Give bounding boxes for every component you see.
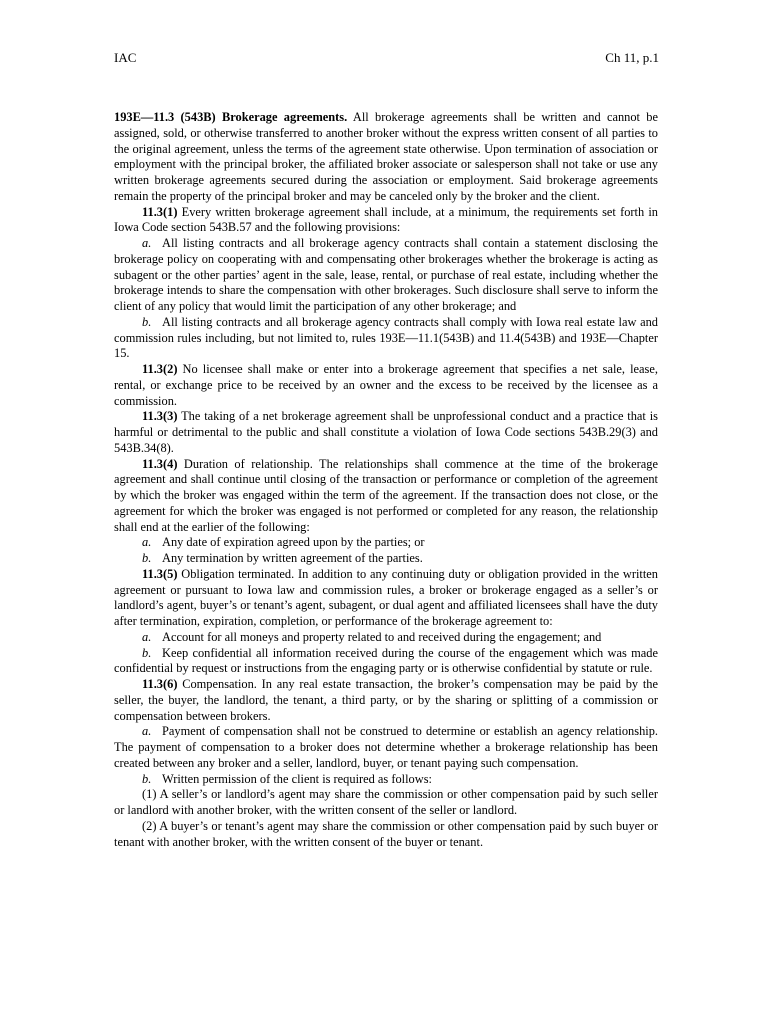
subrule-6-para-a [114, 724, 658, 771]
para-text: Payment of compensation shall not be construed to determine or establish an agency relationship. The payment of compensation to a broker does not determine whether a brokerage relationship has been created between any broker and a seller, landlord, buyer, or tenant paying such compensation. [114, 724, 658, 770]
rule-intro-paragraph [114, 110, 658, 205]
subrule-6 [114, 677, 658, 724]
subrule-1 [114, 205, 658, 237]
subrule-5-ref: 11.3(5) [142, 566, 178, 581]
subpara-label: (2) [142, 818, 157, 833]
para-label: b. [142, 314, 152, 329]
subrule-6-para-b [114, 772, 658, 788]
para-label: a. [142, 535, 152, 550]
subrule-6-text: Compensation. In any real estate transaction, the broker’s compensation may be paid by the seller, the buyer, the landlord, the tenant, a third party, or by the sharing or splitting of a commission or compensation between brokers. [114, 677, 658, 723]
para-label: b. [142, 771, 152, 786]
para-text: Account for all moneys and property related to and received during the engagement; and [162, 629, 602, 644]
subrule-1-para-b [114, 315, 658, 362]
subrule-1-text: Every written brokerage agreement shall include, at a minimum, the requirements set forth in Iowa Code section 543B.57 and the following provisions: [114, 204, 658, 235]
subrule-3-ref: 11.3(3) [142, 409, 178, 424]
para-text: Keep confidential all information received during the course of the engagement which was made confidential by request or instructions from the engaging party or is otherwise confidential by statute or rule. [114, 645, 658, 676]
para-label: b. [142, 645, 152, 660]
subrule-2-ref: 11.3(2) [142, 362, 178, 376]
subrule-1-ref: 11.3(1) [142, 204, 178, 219]
para-text: All listing contracts and all brokerage agency contracts shall comply with Iowa real estate law and commission rules including, but not limited to, rules 193E—11.1(543B) and 11.4(543B) and 193E—Chapter 15. [114, 314, 658, 361]
para-label: a. [142, 724, 152, 739]
para-text: All listing contracts and all brokerage agency contracts shall contain a statement disclosing the brokerage policy on cooperating with and compensating other brokerages whether the brokerage is acting as subagent or the other parties’ agent in the sale, lease, rental, or purchase of real estate, including whether the brokerage intends to share the compensation with other brokerages. Such disclosure shall serve to inform the client of any policy that would limit the participation of any other brokerage; and [114, 236, 658, 313]
subrule-5 [114, 567, 658, 630]
subrule-2-text: No licensee shall make or enter into a brokerage agreement that specifies a net sale, lease, rental, or exchange price to be received by an owner and the excess to be received by the licensee as a commission. [114, 362, 658, 408]
running-header-right: Ch 11, p.1 [605, 50, 659, 65]
subrule-4-ref: 11.3(4) [142, 456, 178, 471]
para-text: Any date of expiration agreed upon by the parties; or [162, 535, 425, 550]
rule-heading: 193E—11.3 (543B) Brokerage agreements. [114, 110, 348, 124]
subrule-3 [114, 409, 658, 456]
subrule-5-text: Obligation terminated. In addition to any continuing duty or obligation provided in the written agreement or pursuant to Iowa law and commission rules, a broker or brokerage engaged as a seller’s or landlord’s agent, buyer’s or tenant’s agent, subagent, or dual agent and affiliated licensees shall have the duty after termination, expiration, completion, or performance of the brokerage agreement to: [114, 566, 658, 628]
subrule-4-para-b [114, 551, 658, 567]
subrule-6-subpara-2 [114, 819, 658, 851]
para-label: a. [142, 236, 152, 250]
para-label: b. [142, 551, 152, 565]
subpara-text: A buyer’s or tenant’s agent may share the commission or other compensation paid by such buyer or tenant with another broker, with the written consent of the buyer or tenant. [114, 818, 658, 849]
rule-intro-text: All brokerage agreements shall be written and cannot be assigned, sold, or otherwise transferred to another broker without the express written consent of all parties to the original agreement, unless the terms of the agreement state otherwise. Upon termination of association or employment with the principal broker, the affiliated broker associate or salesperson shall not take or use any written brokerage agreements secured during the association or employment. Said brokerage agreements remain the property of the principal broker and may be canceled only by the broker and the client. [114, 110, 658, 203]
subrule-2 [114, 362, 658, 409]
para-label: a. [142, 629, 152, 644]
subrule-6-ref: 11.3(6) [142, 677, 178, 691]
subpara-label: (1) [142, 787, 157, 802]
para-text: Written permission of the client is required as follows: [162, 771, 432, 786]
subrule-4 [114, 457, 658, 536]
running-header-left: IAC [114, 50, 137, 65]
subrule-5-para-b [114, 646, 658, 678]
subrule-5-para-a [114, 630, 658, 646]
subrule-3-text: The taking of a net brokerage agreement shall be unprofessional conduct and a practice that is harmful or detrimental to the public and shall constitute a violation of Iowa Code sections 543B.29(3) and 543B.34(8). [114, 409, 659, 455]
subrule-4-para-a [114, 535, 658, 551]
subrule-1-para-a [114, 236, 658, 315]
rule-body [114, 110, 658, 850]
para-text: Any termination by written agreement of the parties. [162, 551, 423, 565]
subrule-6-subpara-1 [114, 787, 658, 819]
subpara-text: A seller’s or landlord’s agent may share the commission or other compensation paid by such seller or landlord with another broker, with the written consent of the seller or landlord. [114, 787, 658, 817]
subrule-4-text: Duration of relationship. The relationships shall commence at the time of the brokerage agreement and shall continue until closing of the transaction or performance or completion of the agreement by which the broker was engaged within the term of the agreement. If the transaction does not close, or the agreement for which the broker was engaged is not performed or completed for any reason, the relationship shall end at the earlier of the following: [114, 456, 658, 534]
